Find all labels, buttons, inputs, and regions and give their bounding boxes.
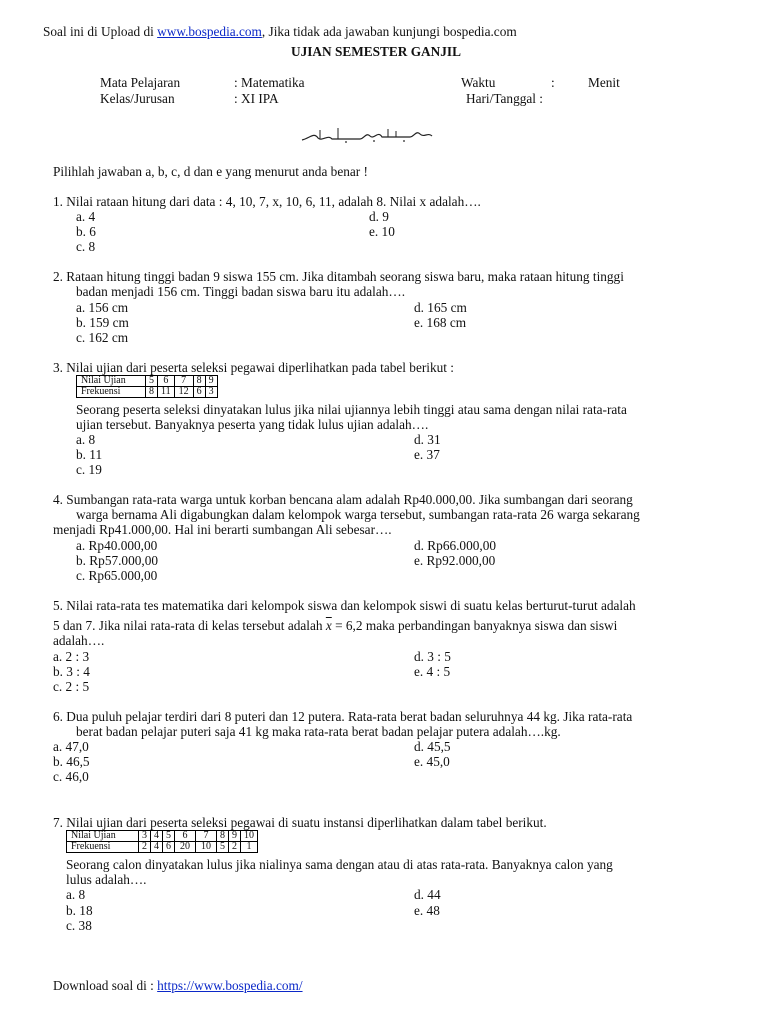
table-row (77, 376, 218, 387)
table-cell: 6 (175, 831, 196, 842)
table-cell: 6 (158, 376, 175, 387)
q6-option-a[interactable]: a. 47,0 (53, 739, 89, 754)
table-cell: 2 (139, 842, 151, 853)
q7-option-c[interactable]: c. 38 (66, 918, 92, 933)
kelas-label: Kelas/Jurusan (100, 91, 175, 106)
q7-data-table (66, 830, 258, 853)
exam-title: UJIAN SEMESTER GANJIL (291, 44, 461, 59)
q3-text: 3. Nilai ujian dari peserta seleksi pegawai diperlihatkan pada tabel berikut : (53, 360, 454, 375)
q5-option-c[interactable]: c. 2 : 5 (53, 679, 90, 694)
table-cell: 4 (151, 831, 163, 842)
q3-option-a[interactable]: a. 8 (76, 432, 96, 447)
q3-option-c[interactable]: c. 19 (76, 462, 102, 477)
q4-line1: 4. Sumbangan rata-rata warga untuk korban bencana alam adalah Rp40.000,00. Jika sumbangan dari seorang (53, 492, 633, 507)
table-cell: 6 (193, 387, 205, 398)
upload-notice (43, 24, 517, 39)
q7-option-d[interactable]: d. 44 (414, 887, 441, 902)
table-cell: 8 (193, 376, 205, 387)
q4-option-d[interactable]: d. Rp66.000,00 (414, 538, 497, 553)
q4-option-c[interactable]: c. Rp65.000,00 (76, 568, 158, 583)
q3-line2: Seorang peserta seleksi dinyatakan lulus jika nilai ujiannya lebih tinggi atau sama dengan nilai rata-rata (76, 402, 627, 417)
table-cell: 10 (196, 842, 217, 853)
table-cell: 5 (163, 831, 175, 842)
q4-line2: warga bernama Ali digabungkan dalam kelompok warga tersebut, sumbangan rata-rata 26 warga sekarang (76, 507, 640, 522)
table-cell: 5 (146, 376, 158, 387)
q7-text: 7. Nilai ujian dari peserta seleksi pegawai di suatu instansi diperlihatkan dalam tabel berikut. (53, 815, 547, 830)
q4-line3: menjadi Rp41.000,00. Hal ini berarti sumbangan Ali sebesar…. (53, 522, 392, 537)
q6-line1: 6. Dua puluh pelajar terdiri dari 8 puteri dan 12 putera. Rata-rata berat badan seluruhnya 44 kg. Jika rata-rata (53, 709, 633, 724)
q2-option-e[interactable]: e. 168 cm (414, 315, 467, 330)
table-cell: 3 (205, 387, 217, 398)
q7-line2: Seorang calon dinyatakan lulus jika nialinya sama dengan atau di atas rata-rata. Banyaknya calon yang (66, 857, 613, 872)
table-cell: 3 (139, 831, 151, 842)
mapel-label: Mata Pelajaran (100, 75, 181, 90)
table-header-cell: Frekuensi (77, 387, 146, 398)
waktu-colon: : (551, 75, 555, 90)
q4-option-b[interactable]: b. Rp57.000,00 (76, 553, 159, 568)
table-cell: 7 (174, 376, 193, 387)
table-cell: 9 (205, 376, 217, 387)
q2-option-a[interactable]: a. 156 cm (76, 300, 129, 315)
table-cell: 9 (229, 831, 241, 842)
download-footer (53, 978, 303, 993)
q1-option-b[interactable]: b. 6 (76, 224, 96, 239)
q5-line2-a: 5 dan 7. Jika nilai rata-rata di kelas tersebut adalah (53, 618, 326, 633)
q2-line2: badan menjadi 156 cm. Tinggi badan siswa baru itu adalah…. (76, 284, 406, 299)
table-cell: 20 (175, 842, 196, 853)
q6-line2: berat badan pelajar puteri saja 41 kg maka rata-rata berat badan pelajar putera adalah….kg. (76, 724, 561, 739)
x-bar-symbol: $\overline{x}$ (325, 618, 332, 633)
q3-option-b[interactable]: b. 11 (76, 447, 103, 462)
table-cell: 4 (151, 842, 163, 853)
upload-suffix: , Jika tidak ada jawaban kunjungi bospedia.com (261, 24, 517, 39)
q2-option-d[interactable]: d. 165 cm (414, 300, 467, 315)
upload-prefix: Soal ini di Upload di (43, 24, 158, 39)
q6-option-b[interactable]: b. 46,5 (53, 754, 90, 769)
q6-option-c[interactable]: c. 46,0 (53, 769, 89, 784)
waktu-unit: Menit (588, 75, 620, 90)
footer-prefix: Download soal di : (53, 978, 158, 993)
kelas-value: : XI IPA (234, 91, 279, 106)
bospedia-link[interactable]: www.bospedia.com (157, 24, 262, 39)
q3-data-table (76, 375, 218, 398)
table-row (77, 387, 218, 398)
q1-option-d[interactable]: d. 9 (369, 209, 389, 224)
table-cell: 12 (174, 387, 193, 398)
q2-line1: 2. Rataan hitung tinggi badan 9 siswa 155 cm. Jika ditambah seorang siswa baru, maka rataan hitung tinggi (53, 269, 624, 284)
q4-option-e[interactable]: e. Rp92.000,00 (414, 553, 496, 568)
q1-text: 1. Nilai rataan hitung dari data : 4, 10, 7, x, 10, 6, 11, adalah 8. Nilai x adalah…. (53, 194, 481, 209)
q2-option-b[interactable]: b. 159 cm (76, 315, 129, 330)
q5-line3: adalah…. (53, 633, 105, 648)
table-row (67, 842, 258, 853)
table-cell: 5 (217, 842, 229, 853)
table-header-cell: Nilai Ujian (77, 376, 146, 387)
q4-option-a[interactable]: a. Rp40.000,00 (76, 538, 158, 553)
q7-line3: lulus adalah…. (66, 872, 147, 887)
q7-option-a[interactable]: a. 8 (66, 887, 86, 902)
q1-option-c[interactable]: c. 8 (76, 239, 96, 254)
basmalah-calligraphy-icon (300, 124, 434, 146)
table-cell: 8 (146, 387, 158, 398)
mapel-value: : Matematika (234, 75, 305, 90)
q3-option-d[interactable]: d. 31 (414, 432, 441, 447)
q5-option-e[interactable]: e. 4 : 5 (414, 664, 451, 679)
q5-option-d[interactable]: d. 3 : 5 (414, 649, 451, 664)
table-cell: 7 (196, 831, 217, 842)
footer-link[interactable]: https://www.bospedia.com/ (157, 978, 303, 993)
table-cell: 8 (217, 831, 229, 842)
q5-option-a[interactable]: a. 2 : 3 (53, 649, 90, 664)
table-cell: 2 (229, 842, 241, 853)
table-cell: 1 (241, 842, 258, 853)
table-cell: 6 (163, 842, 175, 853)
q6-option-e[interactable]: e. 45,0 (414, 754, 450, 769)
q1-option-e[interactable]: e. 10 (369, 224, 395, 239)
q6-option-d[interactable]: d. 45,5 (414, 739, 451, 754)
q5-option-b[interactable]: b. 3 : 4 (53, 664, 90, 679)
q1-option-a[interactable]: a. 4 (76, 209, 96, 224)
q5-line2 (53, 618, 617, 633)
table-cell: 10 (241, 831, 258, 842)
q7-option-b[interactable]: b. 18 (66, 903, 93, 918)
instruction: Pilihlah jawaban a, b, c, d dan e yang menurut anda benar ! (53, 164, 368, 179)
q5-line2-b: = 6,2 maka perbandingan banyaknya siswa dan siswi (331, 618, 618, 633)
table-row (67, 831, 258, 842)
table-header-cell: Nilai Ujian (67, 831, 139, 842)
q5-line1: 5. Nilai rata-rata tes matematika dari kelompok siswa dan kelompok siswi di suatu kelas berturut-turut adalah (53, 598, 636, 613)
hari-label: Hari/Tanggal : (466, 91, 543, 106)
table-cell: 11 (158, 387, 175, 398)
q7-option-e[interactable]: e. 48 (414, 903, 440, 918)
q3-line3: ujian tersebut. Banyaknya peserta yang tidak lulus ujian adalah…. (76, 417, 429, 432)
table-header-cell: Frekuensi (67, 842, 139, 853)
q3-option-e[interactable]: e. 37 (414, 447, 440, 462)
q2-option-c[interactable]: c. 162 cm (76, 330, 129, 345)
waktu-label: Waktu (461, 75, 496, 90)
